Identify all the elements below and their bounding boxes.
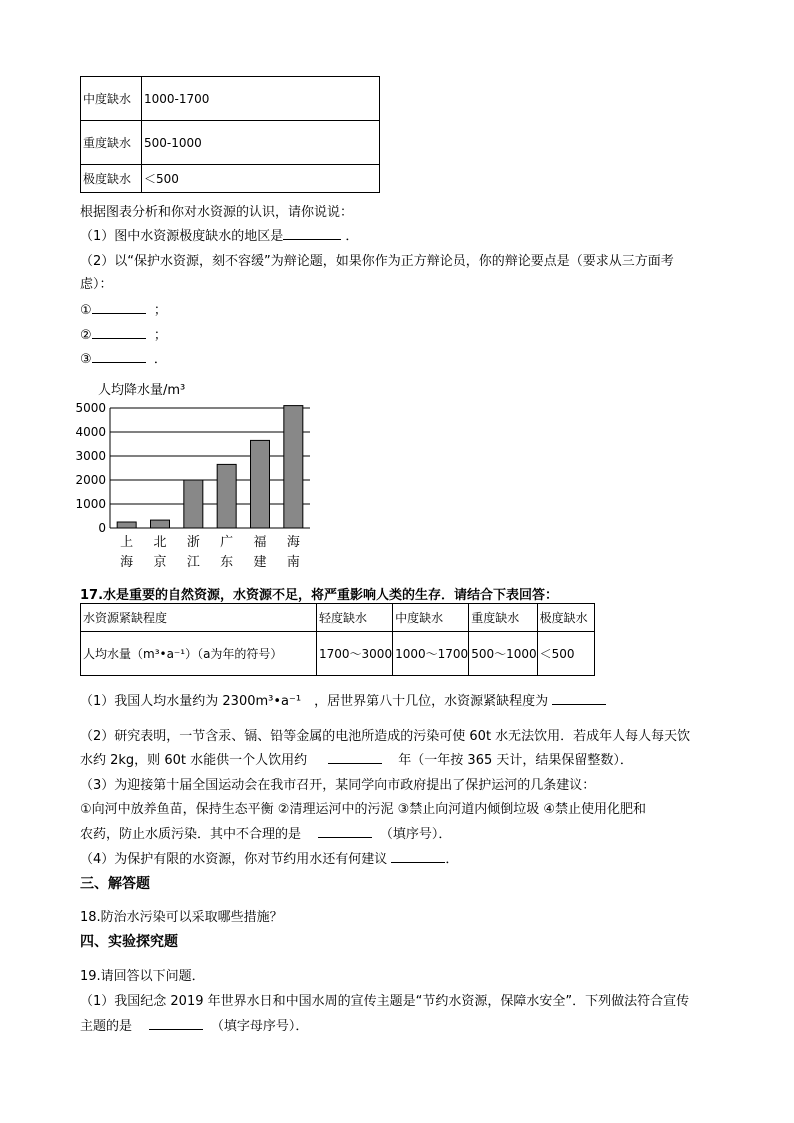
x-tick-label: 福建: [253, 535, 267, 570]
q17-part3-text: 农药，防止水质污染．其中不合理的是: [80, 827, 302, 842]
q17-part3-line2: ①向河中放养鱼苗，保持生态平衡 ②清理运河中的污泥 ③禁止向河道内倾倒垃圾 ④禁止使用化肥和: [80, 802, 647, 817]
table-cell: 中度缺水: [81, 77, 142, 121]
q16-part1: [80, 225, 358, 244]
q19-part1-text-end: （填字母序号）．: [210, 1019, 309, 1034]
q19-stem-text: 19.请回答以下问题．: [80, 969, 205, 984]
answer-blank[interactable]: [283, 227, 341, 240]
q17-part3-line3: [80, 823, 451, 842]
q17-part2-line1: （2）研究表明，一节含汞、镉、铅等金属的电池所造成的污染可使 60t 水无法饮用．若成年人每人每天饮: [80, 729, 691, 744]
item-number: ③: [80, 352, 92, 367]
punctuation: ．: [445, 852, 459, 867]
bar: [117, 522, 136, 528]
table-cell: 重度缺水: [81, 121, 142, 165]
water-shortage-table: [80, 603, 595, 676]
item-number: ②: [80, 328, 92, 343]
item-number: ①: [80, 303, 92, 318]
answer-blank[interactable]: [92, 326, 146, 339]
answer-blank[interactable]: [552, 692, 606, 705]
answer-blank[interactable]: [328, 751, 382, 764]
q19-stem: [80, 965, 205, 984]
table-cell: 500～1000: [469, 632, 537, 676]
y-tick-label: 5000: [75, 401, 106, 415]
q19-part1-line2: [80, 1015, 308, 1034]
table-row: [81, 121, 380, 165]
q16-item-2: [80, 324, 167, 343]
table-cell: 人均水量（m³•a⁻¹）（a为年的符号）: [81, 632, 317, 676]
q17-part1: [80, 690, 606, 709]
table-header-cell: 轻度缺水: [317, 604, 393, 632]
answer-blank[interactable]: [391, 850, 445, 863]
table-cell: 500-1000: [142, 121, 380, 165]
punctuation: ；: [153, 328, 167, 343]
answer-blank[interactable]: [149, 1017, 203, 1030]
q19-part1-line1: （1）我国纪念 2019 年世界水日和中国水周的宣传主题是“节约水资源，保障水安全”．下列做法符合宣传: [80, 994, 690, 1009]
q16-part2-line2: 虑）：: [80, 277, 113, 292]
answer-blank[interactable]: [318, 825, 372, 838]
q17-part2-text: 水约 2kg，则 60t 水能供一个人饮用约: [80, 753, 308, 768]
water-shortage-table-partial: [80, 76, 380, 193]
bar: [217, 464, 236, 528]
q17-stem: [80, 584, 558, 603]
table-cell: 1000～1700: [393, 632, 469, 676]
bar: [284, 406, 303, 528]
q16-part2-line1: （2）以“保护水资源，刻不容缓”为辩论题，如果你作为正方辩论员，你的辩论要点是（要求从三方面考: [80, 254, 674, 269]
q16-part1-text: （1）图中水资源极度缺水的地区是: [80, 229, 284, 244]
x-tick-label: 广东: [220, 535, 234, 570]
y-tick-label: 2000: [75, 473, 106, 487]
q17-part4-text: （4）为保护有限的水资源，你对节约用水还有何建议: [80, 852, 388, 867]
x-tick-label: 上海: [120, 535, 134, 570]
q17-part3-text-end: （填序号）．: [379, 827, 452, 842]
punctuation: ．: [153, 352, 167, 367]
table-row: [81, 632, 595, 676]
x-tick-label: 海南: [286, 535, 300, 570]
q19-part1-text: 主题的是: [80, 1019, 133, 1034]
q18-text: 18.防治水污染可以采取哪些措施？: [80, 910, 283, 925]
q17-part2-text-end: 年（一年按 365 天计，结果保留整数）．: [398, 753, 633, 768]
table-cell: 1000-1700: [142, 77, 380, 121]
section-heading-4: 四、实验探究题: [80, 934, 178, 950]
q16-item-1: [80, 299, 167, 318]
table-header-cell: 中度缺水: [393, 604, 469, 632]
table-cell: ＜500: [142, 165, 380, 193]
table-header-cell: 极度缺水: [537, 604, 594, 632]
punctuation: ．: [345, 229, 359, 244]
q16-intro: 根据图表分析和你对水资源的认识，请你说说：: [80, 205, 354, 220]
x-tick-label: 浙江: [186, 535, 200, 570]
bar: [184, 480, 203, 528]
table-cell: 极度缺水: [81, 165, 142, 193]
table-cell: ＜500: [537, 632, 594, 676]
answer-blank[interactable]: [92, 301, 146, 314]
bar: [251, 440, 270, 528]
y-tick-label: 3000: [75, 449, 106, 463]
table-row: [81, 165, 380, 193]
q16-item-3: [80, 348, 167, 367]
table-header-cell: 水资源紧缺程度: [81, 604, 317, 632]
precipitation-bar-chart: [70, 378, 330, 573]
section-heading-3: 三、解答题: [80, 876, 150, 892]
q18: [80, 906, 283, 925]
punctuation: ；: [153, 303, 167, 318]
y-tick-label: 4000: [75, 425, 106, 439]
chart-title: 人均降水量/m³: [98, 383, 186, 398]
x-tick-label: 北京: [153, 535, 167, 570]
table-header-cell: 重度缺水: [469, 604, 537, 632]
q17-part1-text: （1）我国人均水量约为 2300m³•a⁻¹ ，居世界第八十几位，水资源紧缺程度为: [80, 694, 549, 709]
answer-blank[interactable]: [92, 350, 146, 363]
table-header-row: [81, 604, 595, 632]
q17-part4: [80, 848, 458, 867]
q17-part3-line1: （3）为迎接第十届全国运动会在我市召开，某同学向市政府提出了保护运河的几条建议：: [80, 778, 596, 793]
y-tick-label: 1000: [75, 497, 106, 511]
y-tick-label: 0: [98, 521, 106, 535]
bar: [151, 520, 170, 528]
table-cell: 1700～3000: [317, 632, 393, 676]
q17-part2-line2: [80, 749, 633, 768]
q17-stem-text: 17.水是重要的自然资源，水资源不足，将严重影响人类的生存．请结合下表回答：: [80, 588, 559, 603]
table-row: [81, 77, 380, 121]
